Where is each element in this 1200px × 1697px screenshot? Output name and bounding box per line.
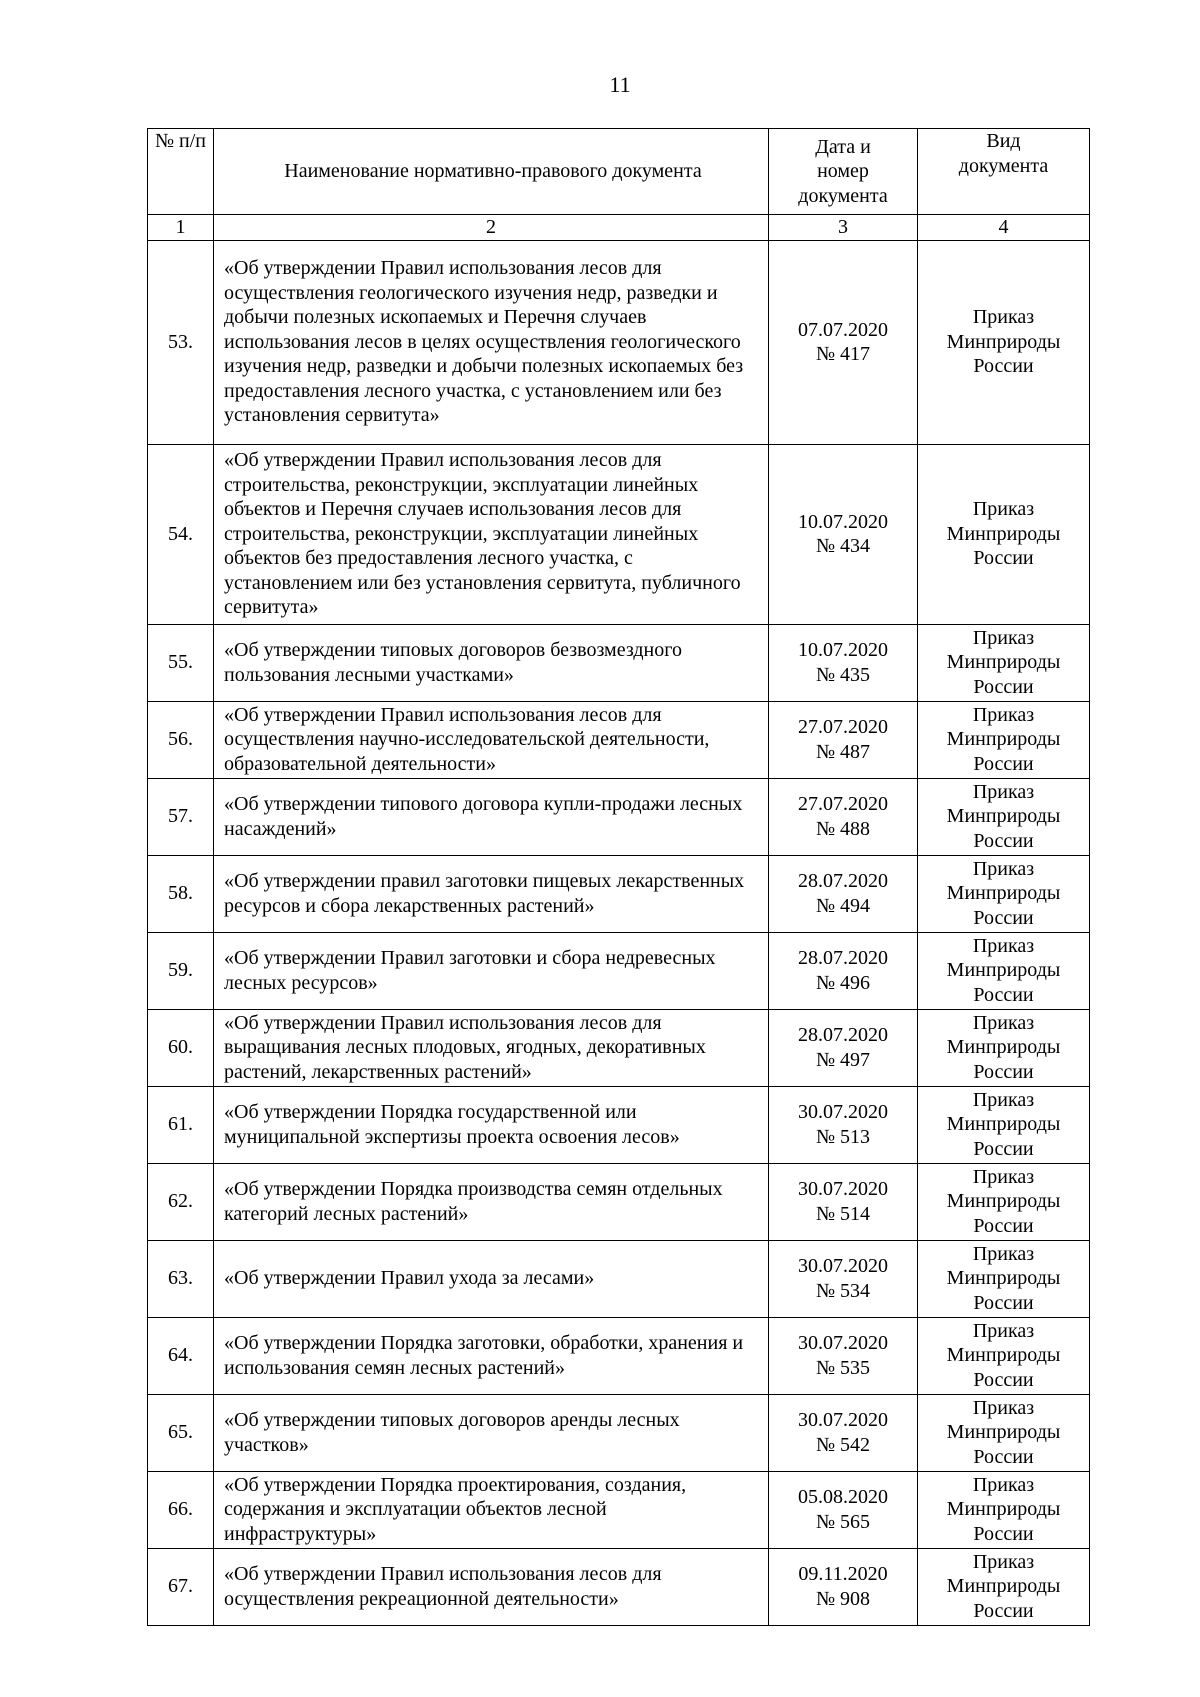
document-type <box>918 1086 1090 1163</box>
table-row <box>148 855 1090 932</box>
header-date <box>769 129 918 215</box>
row-number <box>148 240 214 444</box>
document-type-line: России <box>973 1522 1034 1545</box>
document-name-text: «Об утверждении Правил использования лесов для осуществления научно-исследовательской деятельности, образовательной деятельности» <box>224 703 710 775</box>
document-type-line: Приказ <box>972 780 1035 803</box>
row-number-text: 56. <box>168 728 193 751</box>
row-number-text: 64. <box>168 1344 193 1367</box>
column-index: 1 <box>148 215 214 241</box>
document-date: 10.07.2020 <box>798 639 888 661</box>
document-date-number <box>769 701 918 778</box>
document-name <box>214 240 769 444</box>
table-row <box>148 1009 1090 1086</box>
document-type-line: Приказ <box>972 1011 1035 1034</box>
row-number-text: 58. <box>168 882 193 905</box>
document-date-number <box>769 444 918 624</box>
document-number: № 417 <box>815 343 871 365</box>
document-type-line: России <box>973 675 1034 698</box>
document-type-line: Приказ <box>972 306 1035 329</box>
document-name <box>214 855 769 932</box>
document-type-line: Минприроды <box>946 1421 1061 1444</box>
document-name-text: «Об утверждении типовых договоров безвозмездного пользования лесными участками» <box>224 639 682 686</box>
document-type-line: Приказ <box>972 703 1035 726</box>
document-type-line: Приказ <box>972 934 1035 957</box>
document-name <box>214 1471 769 1548</box>
document-type-line: России <box>973 983 1034 1006</box>
document-name-text: «Об утверждении Порядка проектирования, создания, содержания и эксплуатации объектов лесной инфраструктуры» <box>224 1473 687 1545</box>
document-date: 07.07.2020 <box>798 318 888 341</box>
document-name-text: «Об утверждении Правил заготовки и сбора недревесных лесных ресурсов» <box>224 947 716 994</box>
document-number: № 496 <box>815 971 871 994</box>
document-date: 27.07.2020 <box>798 793 888 815</box>
table-row <box>148 701 1090 778</box>
document-name <box>214 778 769 855</box>
document-type-line: Минприроды <box>946 1344 1061 1367</box>
table-body <box>148 240 1090 1625</box>
document-number: № 565 <box>815 1510 871 1533</box>
document-type-line: России <box>973 547 1034 570</box>
row-number-text: 66. <box>168 1498 193 1521</box>
row-number-text: 57. <box>168 805 193 828</box>
document-name-text: «Об утверждении Порядка государственной или муниципальной экспертизы проекта освоения лесов» <box>224 1101 680 1148</box>
document-type-line: Минприроды <box>946 330 1061 353</box>
document-number: № 488 <box>815 817 871 840</box>
document-type-line: Минприроды <box>946 805 1061 828</box>
header-date-line: Дата и <box>815 135 871 158</box>
document-name-text: «Об утверждении правил заготовки пищевых лекарственных ресурсов и сбора лекарственных растений» <box>224 870 745 917</box>
document-type-line: Минприроды <box>946 522 1061 545</box>
document-type-line: Минприроды <box>946 882 1061 905</box>
document-type-line: Приказ <box>972 1550 1035 1573</box>
table-row <box>148 1394 1090 1471</box>
table-row <box>148 1317 1090 1394</box>
document-type-line: России <box>973 1599 1034 1622</box>
row-number <box>148 1086 214 1163</box>
header-type-line: Вид <box>986 130 1021 152</box>
document-date-number <box>769 1471 918 1548</box>
row-number <box>148 1163 214 1240</box>
document-date-number <box>769 240 918 444</box>
document-type-line: России <box>973 1214 1034 1237</box>
document-name-text: «Об утверждении Правил использования лесов для осуществления рекреационной деятельности» <box>224 1563 662 1610</box>
table-row <box>148 240 1090 444</box>
document-type-line: Минприроды <box>946 651 1061 674</box>
column-index: 3 <box>769 215 918 241</box>
document-date: 28.07.2020 <box>798 1024 888 1046</box>
document-type-line: Минприроды <box>946 1113 1061 1136</box>
document-number: № 542 <box>815 1433 871 1456</box>
document-date-number <box>769 855 918 932</box>
document-type <box>918 240 1090 444</box>
document-date: 30.07.2020 <box>798 1409 888 1431</box>
document-date: 28.07.2020 <box>798 947 888 969</box>
document-name <box>214 1086 769 1163</box>
document-date-number <box>769 1394 918 1471</box>
document-name-text: «Об утверждении Правил использования лесов для строительства, реконструкции, эксплуатации линейных объектов и Перечня случаев использования лесов для строительства, реконструкции, эксплуатации линейных объектов без предоставления лесного участка, с установлением или без установления сервитута, публичного сервитута» <box>224 449 741 619</box>
document-type-line: Минприроды <box>946 1036 1061 1059</box>
document-type-line: Приказ <box>972 1319 1035 1342</box>
document-name <box>214 1548 769 1625</box>
document-name <box>214 701 769 778</box>
row-number <box>148 1394 214 1471</box>
table-header-row <box>148 129 1090 215</box>
document-type-line: Приказ <box>972 1088 1035 1111</box>
table-row <box>148 624 1090 701</box>
document-type <box>918 855 1090 932</box>
document-name-text: «Об утверждении Правил использования лесов для выращивания лесных плодовых, ягодных, декоративных растений, лекарственных растений» <box>224 1011 706 1083</box>
column-index-row <box>148 215 1090 241</box>
row-number <box>148 1240 214 1317</box>
document-type-line: России <box>973 1368 1034 1391</box>
row-number <box>148 701 214 778</box>
document-type-line: Приказ <box>972 498 1035 521</box>
document-type <box>918 932 1090 1009</box>
document-type <box>918 1548 1090 1625</box>
document-type-line: Минприроды <box>946 1190 1061 1213</box>
header-type <box>918 129 1090 215</box>
document-date-number <box>769 1086 918 1163</box>
row-number-text: 60. <box>168 1036 193 1059</box>
document-date: 09.11.2020 <box>798 1563 888 1585</box>
row-number <box>148 932 214 1009</box>
document-number: № 514 <box>815 1202 871 1225</box>
document-type-line: России <box>973 1060 1034 1083</box>
document-date-number <box>769 778 918 855</box>
document-number: № 487 <box>815 740 871 763</box>
document-date-number <box>769 1548 918 1625</box>
row-number-text: 67. <box>168 1575 193 1598</box>
row-number-text: 65. <box>168 1421 193 1444</box>
document-name <box>214 1009 769 1086</box>
row-number <box>148 1548 214 1625</box>
column-index: 4 <box>918 215 1090 241</box>
document-type <box>918 624 1090 701</box>
header-date-line: документа <box>798 184 888 207</box>
document-name-text: «Об утверждении Правил использования лесов для осуществления геологического изучения недр, разведки и добычи полезных ископаемых и Перечня случаев использования лесов в целях осуществления геологического изучения недр, разведки и добычи полезных ископаемых без предоставления лесного участка, с установлением или без установления сервитута» <box>224 257 744 427</box>
document-date: 28.07.2020 <box>798 870 888 892</box>
document-date: 27.07.2020 <box>798 716 888 738</box>
header-num <box>148 129 214 215</box>
table-row <box>148 1548 1090 1625</box>
document-type-line: России <box>973 1137 1034 1160</box>
row-number <box>148 1471 214 1548</box>
document-name <box>214 444 769 624</box>
document-number: № 535 <box>815 1356 871 1379</box>
document-date: 30.07.2020 <box>798 1255 888 1277</box>
document-date-number <box>769 1240 918 1317</box>
document-type-line: России <box>973 752 1034 775</box>
document-type-line: Приказ <box>972 857 1035 880</box>
document-type <box>918 1240 1090 1317</box>
document-name <box>214 1163 769 1240</box>
table-row <box>148 932 1090 1009</box>
document-type-line: Минприроды <box>946 1267 1061 1290</box>
row-number-text: 61. <box>168 1113 193 1136</box>
row-number <box>148 444 214 624</box>
document-date: 30.07.2020 <box>798 1332 888 1354</box>
header-type-line: документа <box>958 154 1049 177</box>
document-name-text: «Об утверждении типового договора купли-продажи лесных насаждений» <box>224 793 743 840</box>
document-number: № 435 <box>815 663 871 686</box>
document-date-number <box>769 1163 918 1240</box>
document-type-line: Минприроды <box>946 959 1061 982</box>
row-number <box>148 1009 214 1086</box>
document-type-line: Приказ <box>972 626 1035 649</box>
document-number: № 513 <box>815 1125 871 1148</box>
row-number-text: 53. <box>168 330 193 353</box>
document-name <box>214 624 769 701</box>
legal-documents-table <box>147 128 1090 1626</box>
document-name <box>214 932 769 1009</box>
document-name <box>214 1240 769 1317</box>
document-type-line: России <box>973 906 1034 929</box>
document-number: № 534 <box>815 1279 871 1302</box>
row-number <box>148 1317 214 1394</box>
document-name-text: «Об утверждении Правил ухода за лесами» <box>224 1267 595 1290</box>
document-name-text: «Об утверждении типовых договоров аренды лесных участков» <box>224 1409 680 1456</box>
document-type-line: Приказ <box>972 1396 1035 1419</box>
document-number: № 494 <box>815 894 871 917</box>
document-date: 30.07.2020 <box>798 1101 888 1123</box>
document-type <box>918 444 1090 624</box>
document-name-text: «Об утверждении Порядка производства семян отдельных категорий лесных растений» <box>224 1178 723 1225</box>
document-type <box>918 1163 1090 1240</box>
document-type <box>918 701 1090 778</box>
document-type <box>918 1394 1090 1471</box>
column-index: 2 <box>214 215 769 241</box>
header-date-line: номер <box>817 160 869 183</box>
row-number <box>148 624 214 701</box>
document-type-line: Приказ <box>972 1473 1035 1496</box>
document-type <box>918 778 1090 855</box>
document-date: 05.08.2020 <box>798 1486 888 1508</box>
row-number <box>148 855 214 932</box>
document-type <box>918 1317 1090 1394</box>
row-number-text: 63. <box>168 1267 193 1290</box>
document-date: 10.07.2020 <box>798 510 888 533</box>
table-row <box>148 1240 1090 1317</box>
row-number-text: 54. <box>168 522 193 545</box>
row-number <box>148 778 214 855</box>
document-name-text: «Об утверждении Порядка заготовки, обработки, хранения и использования семян лесных растений» <box>224 1332 744 1379</box>
table-row <box>148 444 1090 624</box>
row-number-text: 62. <box>168 1190 193 1213</box>
document-type-line: Минприроды <box>946 728 1061 751</box>
document-type <box>918 1009 1090 1086</box>
document-date-number <box>769 624 918 701</box>
document-number: № 497 <box>815 1048 871 1071</box>
table-row <box>148 1086 1090 1163</box>
header-name <box>214 129 769 215</box>
document-type-line: Приказ <box>972 1165 1035 1188</box>
page-number: 11 <box>609 72 631 97</box>
document-name <box>214 1394 769 1471</box>
document-type-line: Минприроды <box>946 1575 1061 1598</box>
document-name <box>214 1317 769 1394</box>
document-date-number <box>769 1009 918 1086</box>
document-type-line: России <box>973 355 1034 378</box>
table-row <box>148 1163 1090 1240</box>
header-num-label: № п/п <box>154 130 207 152</box>
document-number: № 434 <box>815 535 871 557</box>
row-number-text: 59. <box>168 959 193 982</box>
document-type-line: России <box>973 1291 1034 1314</box>
row-number-text: 55. <box>168 651 193 674</box>
document-date-number <box>769 932 918 1009</box>
table-row <box>148 778 1090 855</box>
document-type-line: России <box>973 1445 1034 1468</box>
document-type-line: Минприроды <box>946 1498 1061 1521</box>
document-type-line: России <box>973 829 1034 852</box>
header-name-label: Наименование нормативно-правового документа <box>284 160 702 183</box>
document-date: 30.07.2020 <box>798 1178 888 1200</box>
table-row <box>148 1471 1090 1548</box>
document-type <box>918 1471 1090 1548</box>
document-number: № 908 <box>815 1587 871 1610</box>
document-type-line: Приказ <box>972 1242 1035 1265</box>
document-date-number <box>769 1317 918 1394</box>
